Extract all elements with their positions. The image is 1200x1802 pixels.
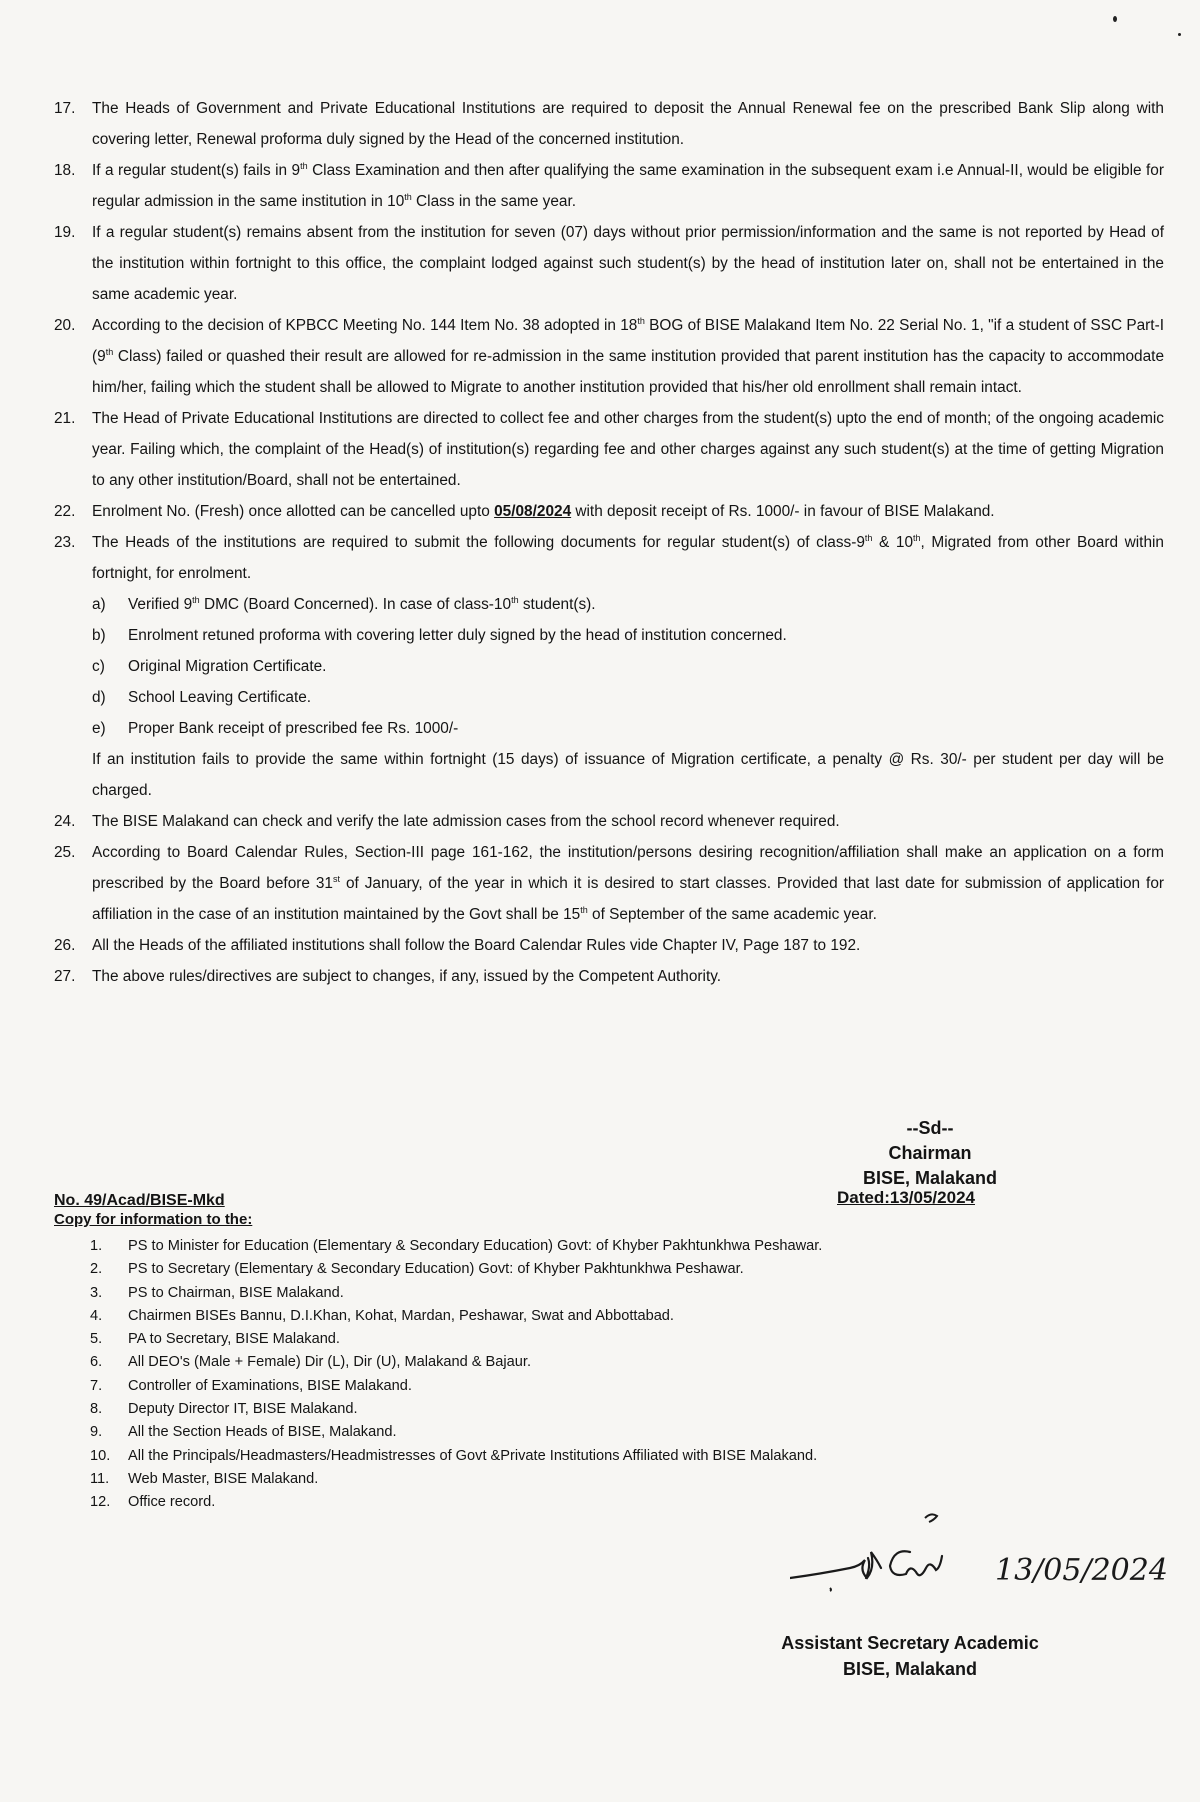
list-item: 2. PS to Secretary (Elementary & Secondary Education) Govt: of Khyber Pakhtunkhwa Peshawar. — [90, 1261, 744, 1278]
rule-23-item: d) School Leaving Certificate. — [92, 689, 312, 706]
rule-text: If a regular student(s) fails in 9th Class Examination and then after qualifying the same examination in the subsequent exam i.e Annual-II, would be eligible for regular admission in the same institution in 10th Class in the same year. — [92, 160, 1164, 210]
rule-24 — [54, 806, 1164, 837]
issue-date: Dated:13/05/2024 — [837, 1188, 975, 1207]
rule-23-penalty: If an institution fails to provide the same within fortnight (15 days) of issuance of Migration certificate, a penalty @ Rs. 30/- per student per day will be charged. — [92, 751, 1164, 799]
rule-17 — [54, 93, 1164, 155]
rule-text: All the Heads of the affiliated institutions shall follow the Board Calendar Rules vide Chapter IV, Page 187 to 192. — [92, 937, 861, 954]
rule-number: 25. — [54, 844, 76, 861]
chairman-signature-block — [800, 1116, 1060, 1191]
list-item: 12. Office record. — [90, 1494, 216, 1511]
rule-number: 21. — [54, 410, 76, 427]
reference-number: No. 49/Acad/BISE-Mkd — [54, 1192, 225, 1209]
rule-23 — [54, 527, 1164, 589]
rule-text: According to the decision of KPBCC Meeting No. 144 Item No. 38 adopted in 18th BOG of BISE Malakand Item No. 22 Serial No. 1, "if a student of SSC Part-I (9th Class) failed or quashed their result are allowed for re-admission in the same institution provided that parent institution has the capacity to accommodate him/her, failing which the student shall be allowed to Migrate to another institution provided that his/her old enrollment shall remain intact. — [92, 315, 1164, 396]
rule-23-item: b) Enrolment retuned proforma with covering letter duly signed by the head of institution concerned. — [92, 627, 787, 644]
list-item: 3. PS to Chairman, BISE Malakand. — [90, 1284, 344, 1301]
rule-22 — [54, 496, 1164, 527]
rule-number: 22. — [54, 503, 76, 520]
list-item: 11. Web Master, BISE Malakand. — [90, 1470, 319, 1487]
handwritten-date: 13/05/2024 — [995, 1553, 1168, 1588]
handwritten-signature — [790, 1510, 1170, 1600]
rule-number: 23. — [54, 534, 76, 551]
rule-23-item: a) Verified 9th DMC (Board Concerned). In case of class-10th student(s). — [92, 594, 596, 613]
cancellation-deadline: 05/08/2024 — [494, 503, 572, 520]
rule-number: 18. — [54, 162, 76, 179]
rules-list — [54, 93, 1164, 992]
list-item: 4. Chairmen BISEs Bannu, D.I.Khan, Kohat, Mardan, Peshawar, Swat and Abbottabad. — [90, 1307, 674, 1324]
rule-text: If a regular student(s) remains absent from the institution for seven (07) days without prior permission/information and the same is not reported by Head of the institution within fortnight to this office, the complaint lodged against such student(s) by the head of institution later on, shall not be entertained in the same academic year. — [92, 224, 1164, 303]
rule-18 — [54, 155, 1164, 217]
list-item: 9. All the Section Heads of BISE, Malakand. — [90, 1424, 397, 1441]
rule-25 — [54, 837, 1164, 930]
copy-distribution-list — [90, 1235, 1090, 1515]
rule-26 — [54, 930, 1164, 961]
copy-heading: Copy for information to the: — [54, 1211, 253, 1228]
rule-19 — [54, 217, 1164, 310]
list-item: 7. Controller of Examinations, BISE Malakand. — [90, 1377, 412, 1394]
list-item: 10. All the Principals/Headmasters/Headmistresses of Govt &Private Institutions Affiliated with BISE Malakand. — [90, 1447, 818, 1464]
scan-speck — [1178, 33, 1181, 36]
rule-text: The Heads of the institutions are required to submit the following documents for regular student(s) of class-9th & 10th, Migrated from other Board within fortnight, for enrolment. — [92, 532, 1164, 582]
scan-speck — [1113, 16, 1117, 22]
rule-number: 19. — [54, 224, 76, 241]
signed-mark: --Sd-- — [906, 1118, 954, 1138]
rule-23-item: c) Original Migration Certificate. — [92, 658, 327, 675]
signatory-title: Chairman — [888, 1143, 972, 1163]
rule-text: The Head of Private Educational Institutions are directed to collect fee and other charges from the student(s) upto the end of month; of the ongoing academic year. Failing which, the complaint of the Head(s) of institution(s) regarding fee and other charges against any such student(s) at the time of getting Migration to any other institution/Board, shall not be entertained. — [92, 410, 1164, 489]
rule-number: 26. — [54, 937, 76, 954]
rule-23-item: e) Proper Bank receipt of prescribed fee Rs. 1000/- — [92, 720, 459, 737]
list-item: 8. Deputy Director IT, BISE Malakand. — [90, 1401, 358, 1418]
list-item: 1. PS to Minister for Education (Elementary & Secondary Education) Govt: of Khyber Pakhtunkhwa Peshawar. — [90, 1238, 823, 1254]
rule-number: 20. — [54, 317, 76, 334]
rule-21 — [54, 403, 1164, 496]
rule-27 — [54, 961, 1164, 992]
list-item: 5. PA to Secretary, BISE Malakand. — [90, 1331, 340, 1348]
rule-20 — [54, 310, 1164, 403]
rule-number: 27. — [54, 968, 76, 985]
list-item: 6. All DEO's (Male + Female) Dir (L), Dir (U), Malakand & Bajaur. — [90, 1354, 531, 1371]
rule-number: 24. — [54, 813, 76, 830]
rule-text: According to Board Calendar Rules, Section-III page 161-162, the institution/persons desiring recognition/affiliation shall make an application on a form prescribed by the Board before 31st of January, of the year in which it is desired to start classes. Provided that last date for submission of application for affiliation in the case of an institution maintained by the Govt shall be 15th of September of the same academic year. — [92, 844, 1165, 923]
assistant-org: BISE, Malakand — [842, 1659, 978, 1679]
rule-text: The BISE Malakand can check and verify the late admission cases from the school record whenever required. — [92, 813, 840, 830]
signatory-org: BISE, Malakand — [862, 1168, 998, 1188]
rule-number: 17. — [54, 100, 76, 117]
assistant-secretary-block — [760, 1630, 1060, 1682]
assistant-title: Assistant Secretary Academic — [781, 1633, 1039, 1653]
rule-text: Enrolment No. (Fresh) once allotted can be cancelled upto 05/08/2024 with deposit receipt of Rs. 1000/- in favour of BISE Malakand. — [92, 503, 995, 520]
rule-text: The Heads of Government and Private Educational Institutions are required to deposit the Annual Renewal fee on the prescribed Bank Slip along with covering letter, Renewal proforma duly signed by the Head of the concerned institution. — [92, 100, 1164, 148]
rule-text: The above rules/directives are subject to changes, if any, issued by the Competent Authority. — [92, 968, 722, 985]
